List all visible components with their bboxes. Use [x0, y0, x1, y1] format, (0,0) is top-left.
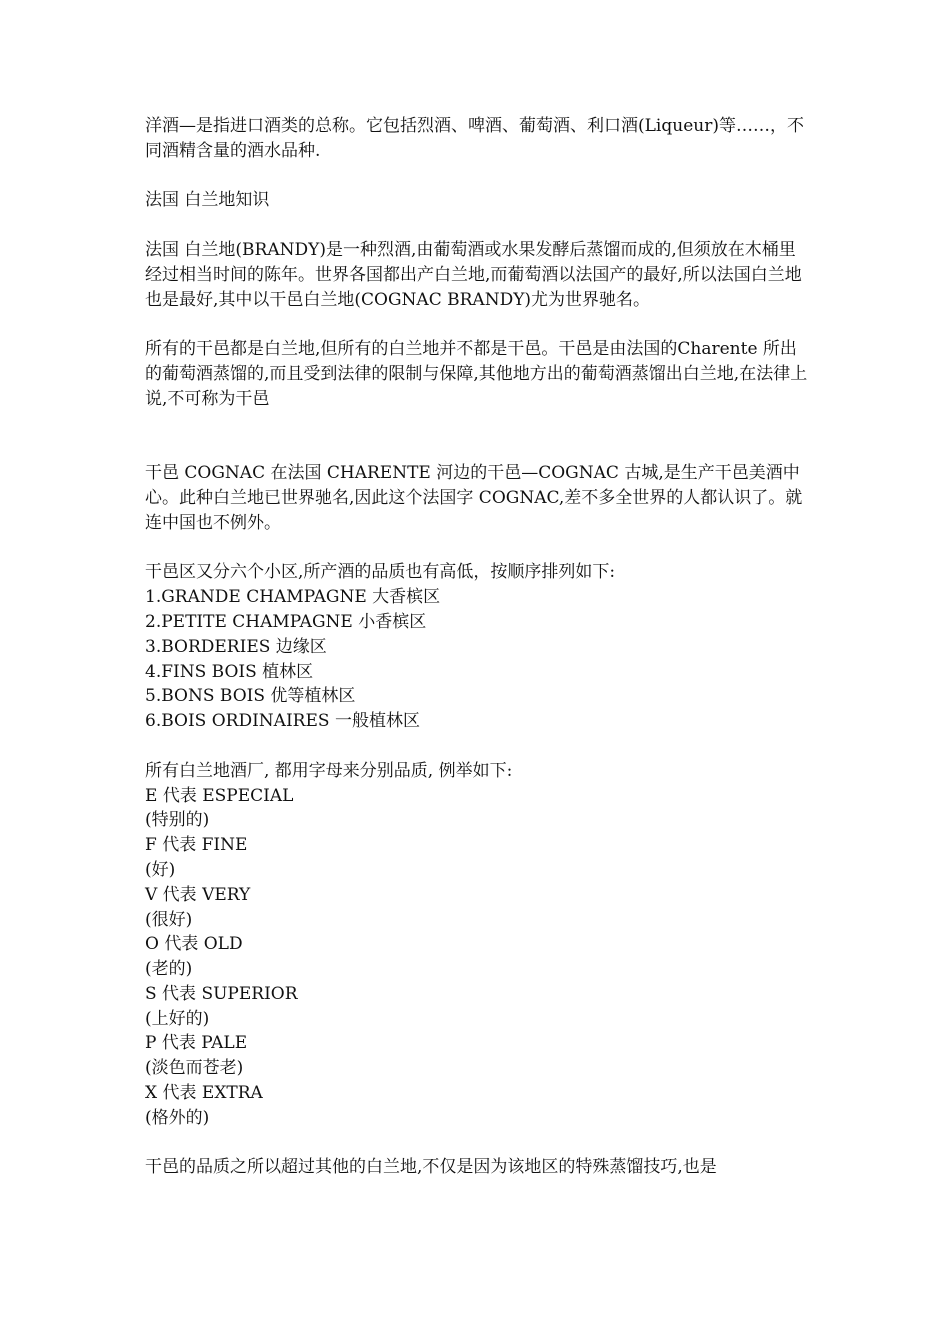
region-item: 6.BOIS ORDINAIRES 一般植林区	[145, 711, 420, 732]
letter-meaning: (上好的)	[145, 1008, 210, 1029]
brandy-paragraph: 法国 白兰地(BRANDY)是一种烈酒,由葡萄酒或水果发酵后蒸馏而成的,但须放在木桶里经过相当时间的陈年。世界各国都出产白兰地,而葡萄酒以法国产的最好,所以法国白兰地也是最好,其中以干邑白兰地(COGNAC BRANDY)尤为世界驰名。	[145, 239, 802, 310]
letter-code: X 代表 EXTRA	[145, 1083, 263, 1104]
closing-paragraph: 干邑的品质之所以超过其他的白兰地,不仅是因为该地区的特殊蒸馏技巧,也是	[145, 1157, 717, 1178]
region-item: 5.BONS BOIS 优等植林区	[145, 686, 356, 707]
region-item: 2.PETITE CHAMPAGNE 小香槟区	[145, 611, 427, 632]
letter-meaning: (很好)	[145, 909, 193, 930]
document-body	[145, 114, 810, 1180]
region-item: 4.FINS BOIS 植林区	[145, 661, 314, 682]
intro-paragraph: 洋酒—是指进口酒类的总称。它包括烈酒、啤酒、葡萄酒、利口酒(Liqueur)等……，不同酒精含量的酒水品种.	[145, 116, 804, 161]
letter-code: V 代表 VERY	[145, 884, 251, 905]
letter-code: O 代表 OLD	[145, 934, 243, 955]
letters-intro: 所有白兰地酒厂, 都用字母来分别品质, 例举如下:	[145, 760, 513, 781]
cognac-definition-paragraph: 所有的干邑都是白兰地,但所有的白兰地并不都是干邑。干邑是由法国的Charente 所出的葡萄酒蒸馏的,而且受到法律的限制与保障,其他地方出的葡萄酒蒸馏出白兰地,在法律上说,不可称为干邑	[145, 339, 808, 409]
letter-meaning: (好)	[145, 859, 176, 880]
section-heading: 法国 白兰地知识	[145, 190, 270, 211]
region-item: 3.BORDERIES 边缘区	[145, 636, 327, 657]
letter-meaning: (特别的)	[145, 810, 210, 831]
letter-code: S 代表 SUPERIOR	[145, 983, 298, 1004]
letter-code: E 代表 ESPECIAL	[145, 785, 294, 806]
letter-code: F 代表 FINE	[145, 835, 248, 856]
region-item: 1.GRANDE CHAMPAGNE 大香槟区	[145, 587, 441, 608]
letter-meaning: (格外的)	[145, 1107, 210, 1128]
regions-intro: 干邑区又分六个小区,所产酒的品质也有高低，按顺序排列如下:	[145, 562, 616, 583]
letter-meaning: (老的)	[145, 959, 193, 980]
letter-meaning: (淡色而苍老)	[145, 1058, 244, 1079]
cognac-town-paragraph: 干邑 COGNAC 在法国 CHARENTE 河边的干邑—COGNAC 古城,是生产干邑美酒中心。此种白兰地已世界驰名,因此这个法国字 COGNAC,差不多全世界的人都认识了。就连中国也不例外。	[145, 463, 803, 533]
letter-code: P 代表 PALE	[145, 1033, 248, 1054]
